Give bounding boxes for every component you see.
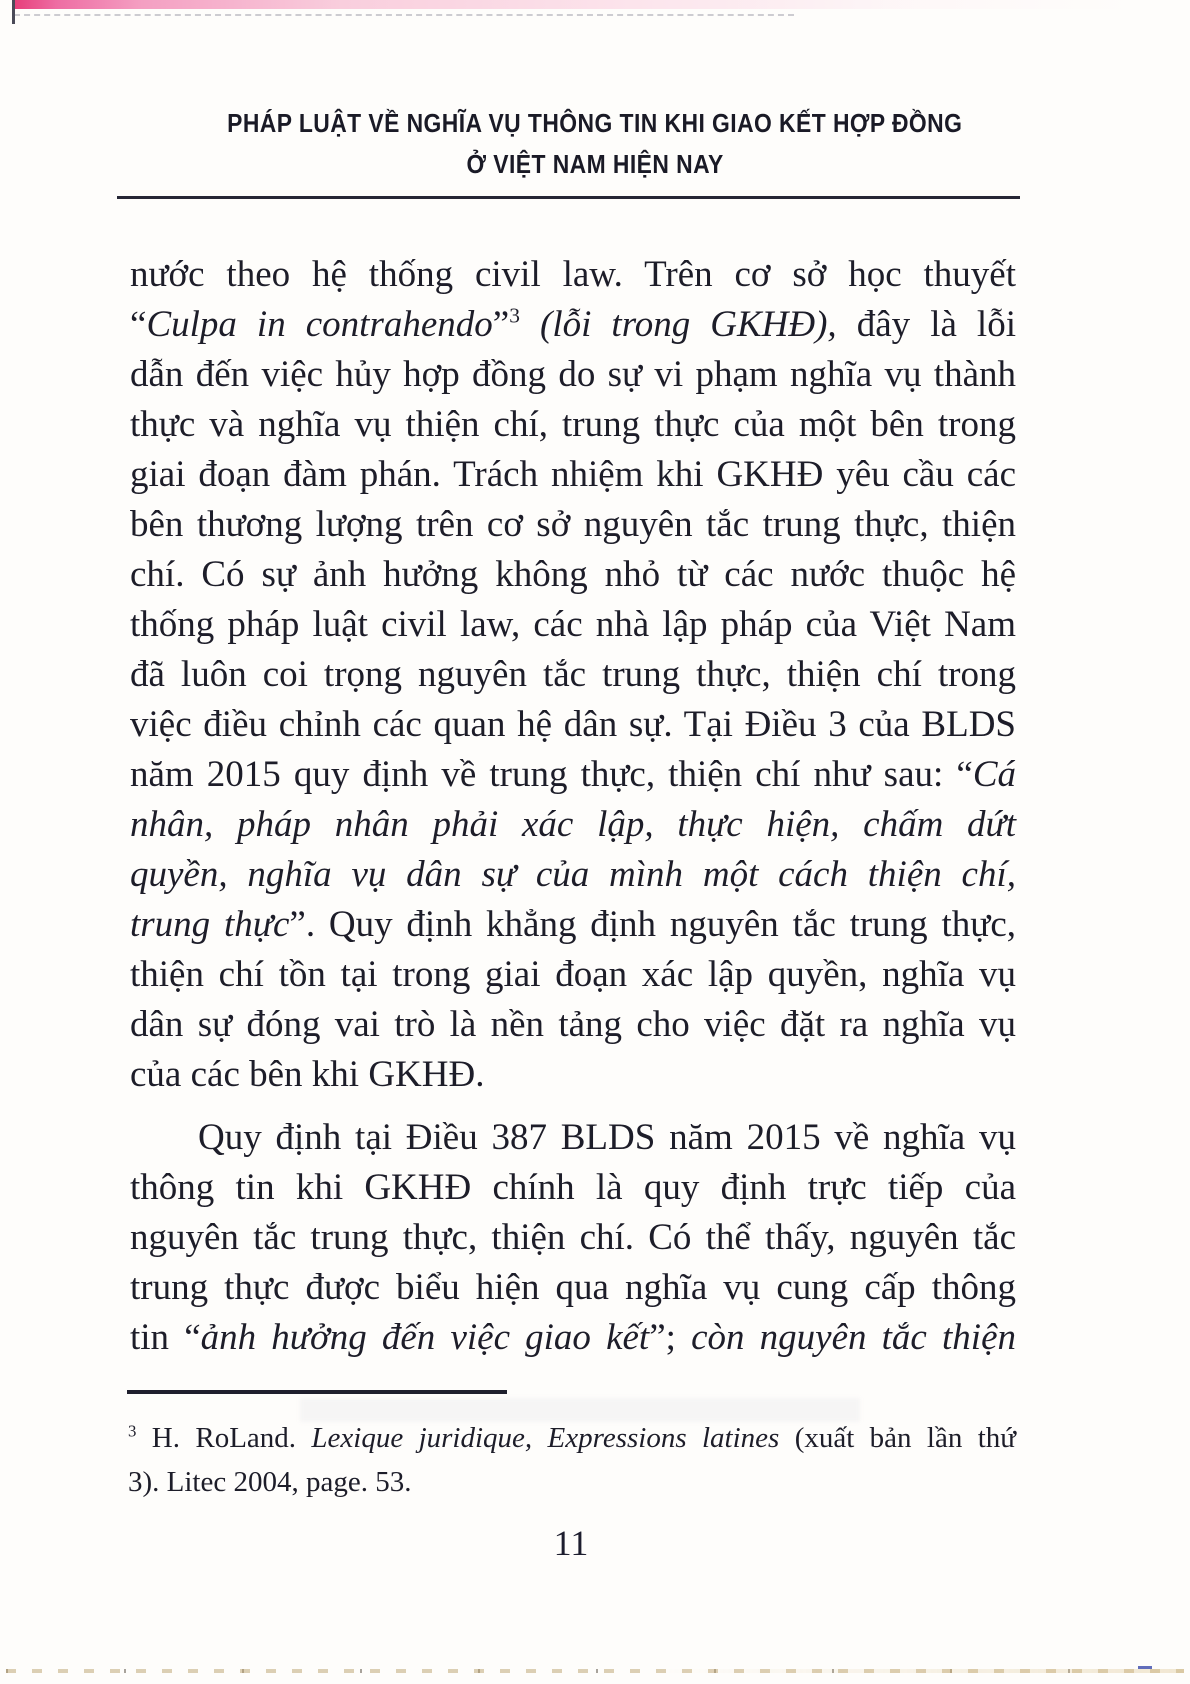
header-rule	[117, 196, 1020, 199]
text-run: trung thực được biểu hiện qua nghĩa vụ cung cấp thông	[130, 1267, 1016, 1308]
text-run: nước theo hệ thống civil law. Trên cơ sở học thuyết	[130, 254, 1016, 295]
running-header	[0, 103, 1190, 185]
text-run: dân sự đóng vai trò là nền tảng cho việc đặt ra nghĩa vụ	[130, 1004, 1016, 1045]
body-line	[130, 900, 1016, 950]
paragraph	[130, 1113, 1016, 1363]
text-run: H. RoLand.	[136, 1422, 312, 1454]
body-line	[130, 800, 1016, 850]
text-run: còn nguyên tắc thiện	[691, 1317, 1016, 1358]
body-line	[130, 350, 1016, 400]
body-line	[130, 1000, 1016, 1050]
footnote-rule	[127, 1390, 507, 1394]
text-run: 3). Litec 2004, page. 53.	[128, 1466, 412, 1498]
top-left-scan-tick	[12, 0, 15, 24]
text-run: nguyên tắc trung thực, thiện chí. Có thể thấy, nguyên tắc	[130, 1217, 1016, 1258]
header-line-2: Ở VIỆT NAM HIỆN NAY	[466, 149, 724, 179]
text-run: thông tin khi GKHĐ chính là quy định trực tiếp của	[130, 1167, 1016, 1208]
text-run: quyền, nghĩa vụ dân sự của mình một cách thiện chí,	[130, 854, 1016, 895]
body-line	[130, 300, 1016, 350]
paragraph	[128, 1416, 1016, 1504]
text-run: nhân, pháp nhân phải xác lập, thực hiện, chấm dứt	[130, 804, 1016, 845]
header-line-1: PHÁP LUẬT VỀ NGHĨA VỤ THÔNG TIN KHI GIAO KẾT HỢP ĐỒNG	[227, 108, 963, 138]
text-run: thiện chí tồn tại trong giai đoạn xác lập quyền, nghĩa vụ	[130, 954, 1016, 995]
text-run: ”	[492, 304, 510, 345]
body-line	[130, 400, 1016, 450]
page-number: 11	[553, 1523, 589, 1563]
top-scan-pink-strip	[12, 0, 1190, 9]
body-line	[130, 750, 1016, 800]
text-run: Quy định tại Điều 387 BLDS năm 2015 về nghĩa vụ	[198, 1117, 1016, 1158]
text-run: thực và nghĩa vụ thiện chí, trung thực của một bên trong	[130, 404, 1016, 445]
text-run: Cá	[972, 754, 1016, 795]
text-run: bên thương lượng trên cơ sở nguyên tắc trung thực, thiện	[130, 504, 1016, 545]
text-run: (lỗi trong GKHĐ),	[540, 304, 837, 345]
text-run: việc điều chỉnh các quan hệ dân sự. Tại Điều 3 của BLDS	[130, 704, 1016, 745]
body-line	[130, 1213, 1016, 1263]
text-run: ảnh hưởng đến việc giao kết	[200, 1317, 650, 1358]
text-run: ”. Quy định khẳng định nguyên tắc trung thực,	[289, 904, 1017, 945]
text-run: tin “	[130, 1317, 201, 1358]
body-line	[130, 1113, 1016, 1163]
body-line	[130, 600, 1016, 650]
bottom-right-blue-tick	[1138, 1666, 1152, 1669]
text-run: đây là lỗi	[836, 304, 1016, 345]
body-line	[130, 450, 1016, 500]
body-line	[130, 500, 1016, 550]
bottom-scan-dotted-line	[6, 1669, 1184, 1673]
text-run: Culpa in contrahendo	[146, 304, 493, 345]
footnote-marker: 3	[509, 303, 520, 328]
body-line	[128, 1460, 1016, 1504]
top-scan-dash-line	[14, 14, 794, 16]
body-line	[130, 850, 1016, 900]
body-line	[130, 950, 1016, 1000]
paragraph	[130, 250, 1016, 1100]
body-line	[128, 1416, 1016, 1460]
body-line	[130, 550, 1016, 600]
body-line	[130, 250, 1016, 300]
body-line	[130, 1263, 1016, 1313]
text-run: đã luôn coi trọng nguyên tắc trung thực, thiện chí trong	[130, 654, 1016, 695]
text-run: dẫn đến việc hủy hợp đồng do sự vi phạm nghĩa vụ thành	[130, 354, 1016, 395]
body-line	[130, 1313, 1016, 1363]
body-line	[130, 1163, 1016, 1213]
body-line	[130, 1050, 1016, 1100]
text-run: giai đoạn đàm phán. Trách nhiệm khi GKHĐ yêu cầu các	[130, 454, 1016, 495]
body-line	[130, 700, 1016, 750]
text-run: chí. Có sự ảnh hưởng không nhỏ từ các nước thuộc hệ	[130, 554, 1016, 595]
text-run: (xuất bản lần thứ	[779, 1422, 1016, 1454]
text-run: thống pháp luật civil law, các nhà lập pháp của Việt Nam	[130, 604, 1016, 645]
footnote-marker: 3	[128, 1421, 137, 1441]
body-line	[130, 650, 1016, 700]
text-run: của các bên khi GKHĐ.	[130, 1054, 485, 1095]
text-run	[520, 304, 540, 345]
text-run: ”;	[649, 1317, 692, 1358]
footnote	[128, 1416, 1016, 1504]
text-run: trung thực	[130, 904, 290, 945]
body-paragraphs	[130, 250, 1016, 1363]
text-run: “	[130, 304, 147, 345]
text-run: năm 2015 quy định về trung thực, thiện chí như sau: “	[130, 754, 973, 795]
text-run: Lexique juridique, Expressions latines	[311, 1422, 780, 1454]
